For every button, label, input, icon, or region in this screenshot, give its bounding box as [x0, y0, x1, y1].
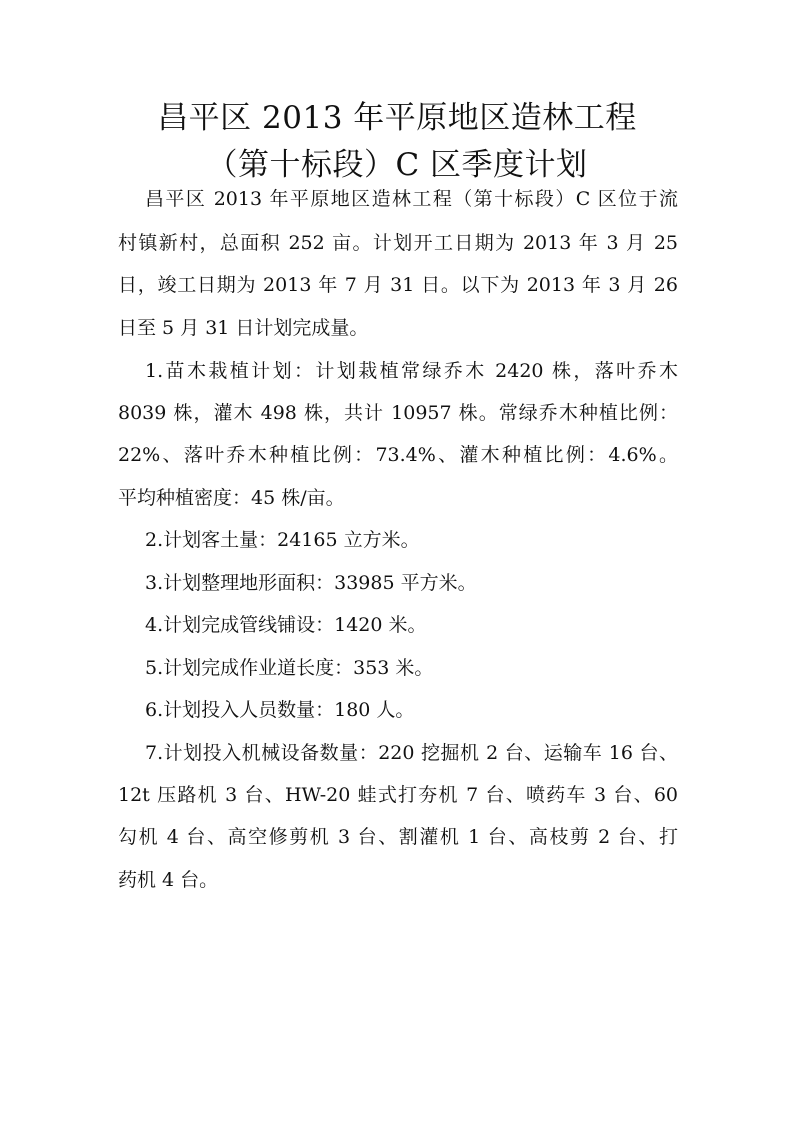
intro-line-3: 日，竣工日期为 2013 年 7 月 31 日。以下为 2013 年 3 月 26 [118, 274, 678, 296]
document-title-line-2: （第十标段）C 区季度计划 [206, 147, 588, 183]
item-2: 2.计划客土量：24165 立方米。 [145, 529, 420, 551]
item-1-line-4: 平均种植密度：45 株/亩。 [118, 487, 345, 509]
item-7-line-4: 药机 4 台。 [118, 869, 219, 891]
item-5: 5.计划完成作业道长度：353 米。 [145, 657, 434, 679]
item-7-line-1: 7.计划投入机械设备数量：220 挖掘机 2 台、运输车 16 台、 [145, 742, 678, 764]
intro-line-4: 日至 5 月 31 日计划完成量。 [118, 317, 369, 339]
item-1-line-1: 1.苗木栽植计划：计划栽植常绿乔木 2420 株，落叶乔木 [145, 360, 678, 382]
item-4: 4.计划完成管线铺设：1420 米。 [145, 614, 427, 636]
item-1-line-3: 22%、落叶乔木种植比例：73.4%、灌木种植比例：4.6%。 [118, 444, 678, 466]
intro-line-2: 村镇新村，总面积 252 亩。计划开工日期为 2013 年 3 月 25 [118, 232, 678, 254]
item-3: 3.计划整理地形面积：33985 平方米。 [145, 572, 477, 594]
item-1-line-2: 8039 株，灌木 498 株，共计 10957 株。常绿乔木种植比例： [118, 402, 678, 424]
item-7-line-3: 勾机 4 台、高空修剪机 3 台、割灌机 1 台、高枝剪 2 台、打 [118, 826, 678, 848]
document-title-line-1: 昌平区 2013 年平原地区造林工程 [157, 100, 637, 136]
item-7-line-2: 12t 压路机 3 台、HW-20 蛙式打夯机 7 台、喷药车 3 台、60 [118, 784, 678, 806]
item-6: 6.计划投入人员数量：180 人。 [145, 699, 415, 721]
intro-line-1: 昌平区 2013 年平原地区造林工程（第十标段）C 区位于流 [145, 188, 678, 210]
